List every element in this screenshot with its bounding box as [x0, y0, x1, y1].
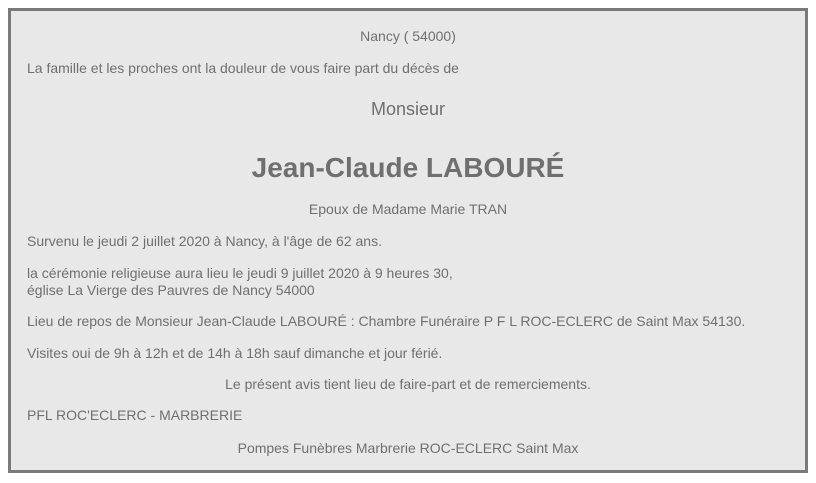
deceased-name: Jean-Claude LABOURÉ — [251, 152, 565, 183]
notice-thanks: Le présent avis tient lieu de faire-part et de remerciements. — [225, 376, 591, 392]
notice-company: PFL ROC'ECLERC - MARBRERIE — [27, 407, 243, 423]
notice-intro: La famille et les proches ont la douleur de vous faire part du décès de — [27, 60, 459, 76]
notice-city: Nancy ( 54000) — [360, 28, 456, 44]
notice-death-details: Survenu le jeudi 2 juillet 2020 à Nancy, à l'âge de 62 ans. — [27, 233, 382, 249]
notice-ceremony-line-1: la cérémonie religieuse aura lieu le jeudi 9 juillet 2020 à 9 heures 30, — [27, 265, 453, 281]
notice-civility: Monsieur — [370, 99, 446, 119]
obituary-notice — [8, 8, 808, 473]
notice-footer: Pompes Funèbres Marbrerie ROC-ECLERC Saint Max — [237, 440, 579, 456]
notice-ceremony-line-2: église La Vierge des Pauvres de Nancy 54000 — [27, 282, 315, 298]
notice-visits: Visites oui de 9h à 12h et de 14h à 18h sauf dimanche et jour férié. — [27, 345, 443, 361]
notice-rest-place: Lieu de repos de Monsieur Jean-Claude LABOURÉ : Chambre Funéraire P F L ROC-ECLERC de Saint Max 54130. — [27, 313, 746, 329]
notice-spouse: Epoux de Madame Marie TRAN — [308, 201, 508, 217]
